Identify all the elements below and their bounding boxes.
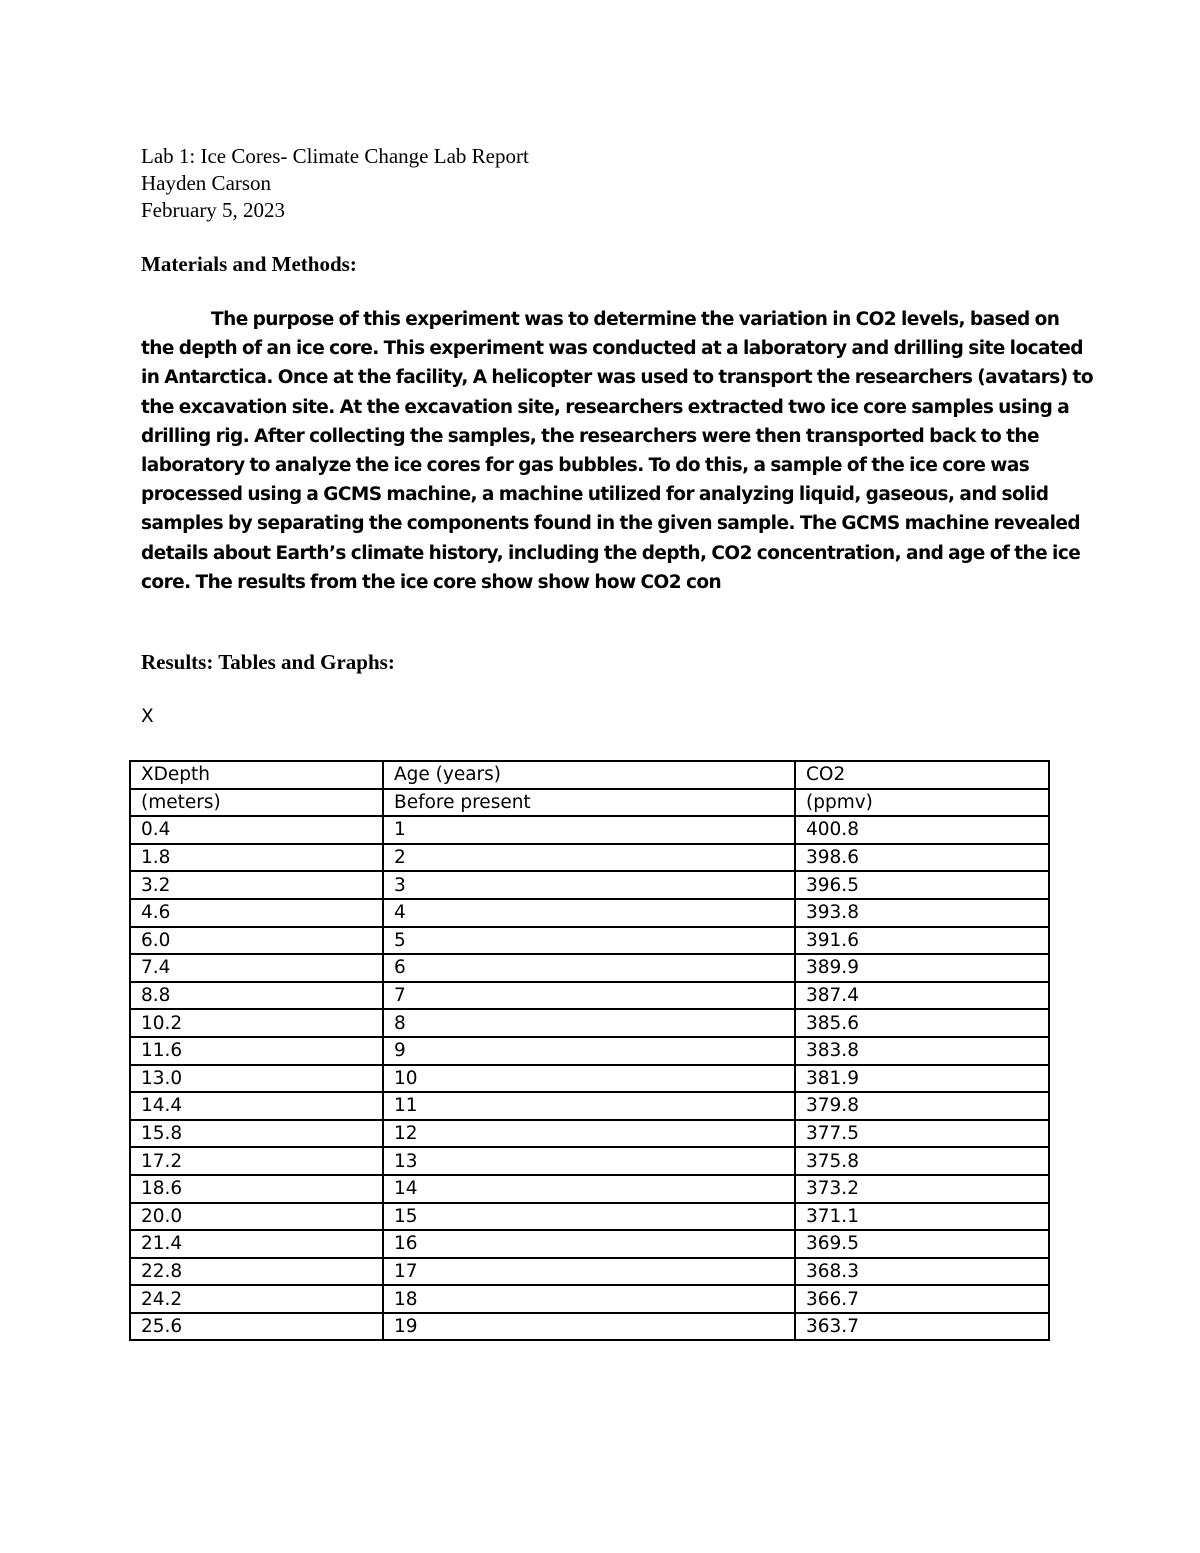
table-cell-co2: 383.8	[795, 1037, 1049, 1065]
methods-line: the depth of an ice core. This experiment was conducted at a laboratory and drilling site located	[141, 338, 1083, 360]
table-cell-age: 19	[383, 1313, 795, 1341]
unit-cell-depth: (meters)	[130, 789, 383, 817]
table-cell-age: 10	[383, 1065, 795, 1093]
table-cell-age: 18	[383, 1285, 795, 1313]
author-name: Hayden Carson	[141, 171, 272, 195]
document-header	[141, 143, 529, 224]
table-cell-depth: 24.2	[130, 1285, 383, 1313]
table-cell-age: 12	[383, 1120, 795, 1148]
table-cell-age: 15	[383, 1203, 795, 1231]
table-row	[130, 1230, 1049, 1258]
unit-cell-age: Before present	[383, 789, 795, 817]
methods-line: in Antarctica. Once at the facility, A helicopter was used to transport the researchers (avatars) to	[141, 367, 1093, 389]
unit-cell-co2: (ppmv)	[795, 789, 1049, 817]
table-cell-age: 8	[383, 1009, 795, 1037]
table-header-row	[130, 761, 1049, 789]
table-row	[130, 1009, 1049, 1037]
table-cell-depth: 3.2	[130, 871, 383, 899]
table-cell-age: 4	[383, 899, 795, 927]
document-date: February 5, 2023	[141, 198, 286, 222]
table-cell-co2: 385.6	[795, 1009, 1049, 1037]
table-row	[130, 871, 1049, 899]
table-cell-depth: 20.0	[130, 1203, 383, 1231]
table-row	[130, 1065, 1049, 1093]
table-cell-co2: 393.8	[795, 899, 1049, 927]
table-cell-depth: 11.6	[130, 1037, 383, 1065]
table-cell-co2: 375.8	[795, 1147, 1049, 1175]
table-cell-co2: 396.5	[795, 871, 1049, 899]
table-cell-depth: 15.8	[130, 1120, 383, 1148]
table-row	[130, 982, 1049, 1010]
table-row	[130, 1092, 1049, 1120]
table-cell-depth: 14.4	[130, 1092, 383, 1120]
table-cell-co2: 369.5	[795, 1230, 1049, 1258]
table-cell-age: 6	[383, 954, 795, 982]
table-units-row	[130, 789, 1049, 817]
methods-line: core. The results from the ice core show show how CO2 con	[141, 571, 722, 593]
stray-text: X	[141, 706, 154, 727]
table-cell-depth: 21.4	[130, 1230, 383, 1258]
table-cell-depth: 13.0	[130, 1065, 383, 1093]
table-row	[130, 1203, 1049, 1231]
results-heading: Results: Tables and Graphs:	[141, 650, 395, 674]
table-cell-co2: 377.5	[795, 1120, 1049, 1148]
table-row	[130, 1120, 1049, 1148]
table-cell-co2: 387.4	[795, 982, 1049, 1010]
table-cell-co2: 368.3	[795, 1258, 1049, 1286]
table-cell-co2: 371.1	[795, 1203, 1049, 1231]
table-row	[130, 1258, 1049, 1286]
table-cell-depth: 1.8	[130, 844, 383, 872]
table-cell-depth: 8.8	[130, 982, 383, 1010]
table-cell-co2: 391.6	[795, 927, 1049, 955]
table-row	[130, 1313, 1049, 1341]
table-cell-co2: 398.6	[795, 844, 1049, 872]
table-cell-co2: 389.9	[795, 954, 1049, 982]
ice-core-data-table	[129, 760, 1050, 1341]
table-cell-depth: 18.6	[130, 1175, 383, 1203]
table-cell-co2: 400.8	[795, 816, 1049, 844]
header-cell-depth: XDepth	[130, 761, 383, 789]
table-row	[130, 954, 1049, 982]
table-cell-age: 3	[383, 871, 795, 899]
table-row	[130, 1037, 1049, 1065]
table-cell-age: 5	[383, 927, 795, 955]
table-cell-age: 16	[383, 1230, 795, 1258]
table-cell-age: 9	[383, 1037, 795, 1065]
methods-line: details about Earth’s climate history, including the depth, CO2 concentration, and age of the ice	[141, 542, 1081, 564]
table-cell-depth: 7.4	[130, 954, 383, 982]
table-row	[130, 1175, 1049, 1203]
table-row	[130, 899, 1049, 927]
header-cell-age: Age (years)	[383, 761, 795, 789]
document-title: Lab 1: Ice Cores- Climate Change Lab Report	[141, 144, 529, 168]
header-cell-co2: CO2	[795, 761, 1049, 789]
methods-paragraph	[141, 305, 1093, 597]
methods-heading: Materials and Methods:	[141, 252, 357, 276]
table-cell-depth: 10.2	[130, 1009, 383, 1037]
table-cell-age: 14	[383, 1175, 795, 1203]
table-row	[130, 816, 1049, 844]
methods-line: samples by separating the components found in the given sample. The GCMS machine revealed	[141, 513, 1081, 535]
table-cell-co2: 381.9	[795, 1065, 1049, 1093]
table-cell-co2: 366.7	[795, 1285, 1049, 1313]
methods-line: processed using a GCMS machine, a machine utilized for analyzing liquid, gaseous, and solid	[141, 484, 1049, 506]
table-cell-depth: 25.6	[130, 1313, 383, 1341]
methods-line: drilling rig. After collecting the samples, the researchers were then transported back to the	[141, 425, 1040, 447]
methods-line: laboratory to analyze the ice cores for gas bubbles. To do this, a sample of the ice core was	[141, 455, 1030, 477]
table-cell-co2: 363.7	[795, 1313, 1049, 1341]
methods-line: the excavation site. At the excavation site, researchers extracted two ice core samples using a	[141, 396, 1070, 418]
table-cell-age: 11	[383, 1092, 795, 1120]
table-cell-age: 13	[383, 1147, 795, 1175]
table-cell-depth: 0.4	[130, 816, 383, 844]
table-row	[130, 844, 1049, 872]
table-cell-co2: 373.2	[795, 1175, 1049, 1203]
table-cell-age: 2	[383, 844, 795, 872]
table-cell-depth: 17.2	[130, 1147, 383, 1175]
table-cell-age: 7	[383, 982, 795, 1010]
table-row	[130, 1147, 1049, 1175]
table-row	[130, 1285, 1049, 1313]
table-cell-depth: 22.8	[130, 1258, 383, 1286]
table-cell-age: 17	[383, 1258, 795, 1286]
table-cell-co2: 379.8	[795, 1092, 1049, 1120]
table-cell-age: 1	[383, 816, 795, 844]
table-cell-depth: 6.0	[130, 927, 383, 955]
table-row	[130, 927, 1049, 955]
methods-line: The purpose of this experiment was to determine the variation in CO2 levels, based on	[211, 309, 1060, 330]
table-cell-depth: 4.6	[130, 899, 383, 927]
